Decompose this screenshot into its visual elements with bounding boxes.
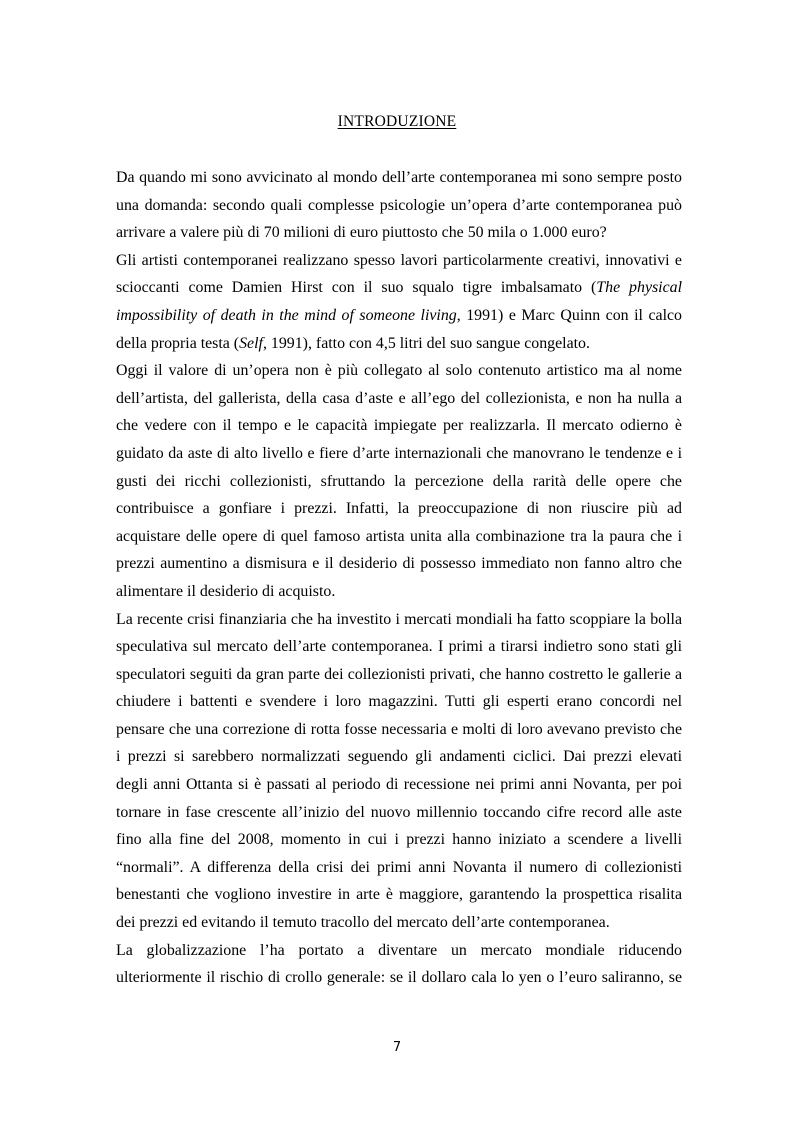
text-segment: , 1991), fatto con 4,5 litri del suo sangue congelato. <box>262 334 590 352</box>
text-segment: scioccanti come Damien Hirst con il suo squalo tigre imbalsamato ( <box>116 279 597 297</box>
paragraph-2 <box>116 247 682 357</box>
text-line: speculatori seguiti da gran parte dei collezionisti privati, che hanno costretto le gallerie a <box>116 665 682 683</box>
text-line: arrivare a valere più di 70 milioni di euro piuttosto che 50 mila o 1.000 euro? <box>116 224 607 242</box>
text-line: “normali”. A differenza della crisi dei primi anni Novanta il numero di collezionisti <box>116 858 682 876</box>
text-line: La recente crisi finanziaria che ha investito i mercati mondiali ha fatto scoppiare la bolla <box>116 610 682 628</box>
text-line: dell’artista, del gallerista, della casa d’aste e all’ego del collezionista, e non ha nulla a <box>116 389 682 407</box>
text-segment: della propria testa ( <box>116 334 240 352</box>
text-line <box>116 274 682 302</box>
text-line: pensare che una correzione di rotta fosse necessaria e molti di loro avevano previsto che <box>116 720 682 738</box>
text-line: prezzi aumentino a dismisura e il desiderio di possesso immediato non fanno altro che <box>116 555 682 573</box>
text-line: alimentare il desiderio di acquisto. <box>116 582 336 600</box>
text-line: Oggi il valore di un’opera non è più collegato al solo contenuto artistico ma al nome <box>116 362 682 380</box>
text-line: degli anni Ottanta si è passati al periodo di recessione nei primi anni Novanta, per poi <box>116 776 682 794</box>
text-line: gusti dei ricchi collezionisti, sfruttando la percezione della rarità delle opere che <box>116 472 682 490</box>
body-text <box>116 164 682 992</box>
text-line: benestanti che vogliono investire in arte è maggiore, garantendo la prospettica risalita <box>116 886 682 904</box>
paragraph-1 <box>116 164 682 247</box>
text-line: fino alla fine del 2008, momento in cui i prezzi hanno iniziato a scendere a livelli <box>116 831 682 849</box>
artwork-title: The physical <box>596 279 683 297</box>
text-line: tornare in fase crescente all’inizio del nuovo millennio toccando cifre record alle aste <box>116 803 682 821</box>
text-line: acquistare delle opere di quel famoso artista unita alla combinazione tra la paura che i <box>116 527 682 545</box>
text-line: speculativa sul mercato dell’arte contemporanea. I primi a tirarsi indietro sono stati gli <box>116 638 682 656</box>
text-line: contribuisce a gonfiare i prezzi. Infatti, la preoccupazione di non riuscire più ad <box>116 500 682 518</box>
artwork-title: impossibility of death in the mind of someone living <box>116 306 457 324</box>
text-line: Gli artisti contemporanei realizzano spesso lavori particolarmente creativi, innovativi e <box>116 251 682 269</box>
artwork-title: Self <box>239 334 263 352</box>
text-line: dei prezzi ed evitando il temuto tracollo del mercato dell’arte contemporanea. <box>116 914 610 932</box>
text-line: La globalizzazione l’ha portato a diventare un mercato mondiale riducendo <box>116 941 682 959</box>
text-line: i prezzi si sarebbero normalizzati seguendo gli andamenti ciclici. Dai prezzi elevati <box>116 748 682 766</box>
text-segment: , 1991) e Marc Quinn con il calco <box>456 306 682 324</box>
text-line: chiudere i battenti e svendere i loro magazzini. Tutti gli esperti erano concordi nel <box>116 693 682 711</box>
paragraph-5 <box>116 937 682 992</box>
page-title: INTRODUZIONE <box>337 113 457 130</box>
text-line <box>116 330 682 358</box>
page-number: 7 <box>392 1040 402 1055</box>
text-line: guidato da aste di alto livello e fiere d’arte internazionali che manovrano le tendenze e i <box>116 444 682 462</box>
paragraph-4 <box>116 606 682 937</box>
text-line: Da quando mi sono avvicinato al mondo dell’arte contemporanea mi sono sempre posto <box>116 169 682 186</box>
text-line: una domanda: secondo quali complesse psicologie un’opera d’arte contemporanea può <box>116 196 682 214</box>
text-line: che vedere con il tempo e le capacità impiegate per realizzarla. Il mercato odierno è <box>116 417 682 435</box>
paragraph-3 <box>116 357 682 605</box>
text-line <box>116 302 682 330</box>
text-line: ulteriormente il rischio di crollo generale: se il dollaro cala lo yen o l’euro saliranno, se <box>116 969 682 987</box>
